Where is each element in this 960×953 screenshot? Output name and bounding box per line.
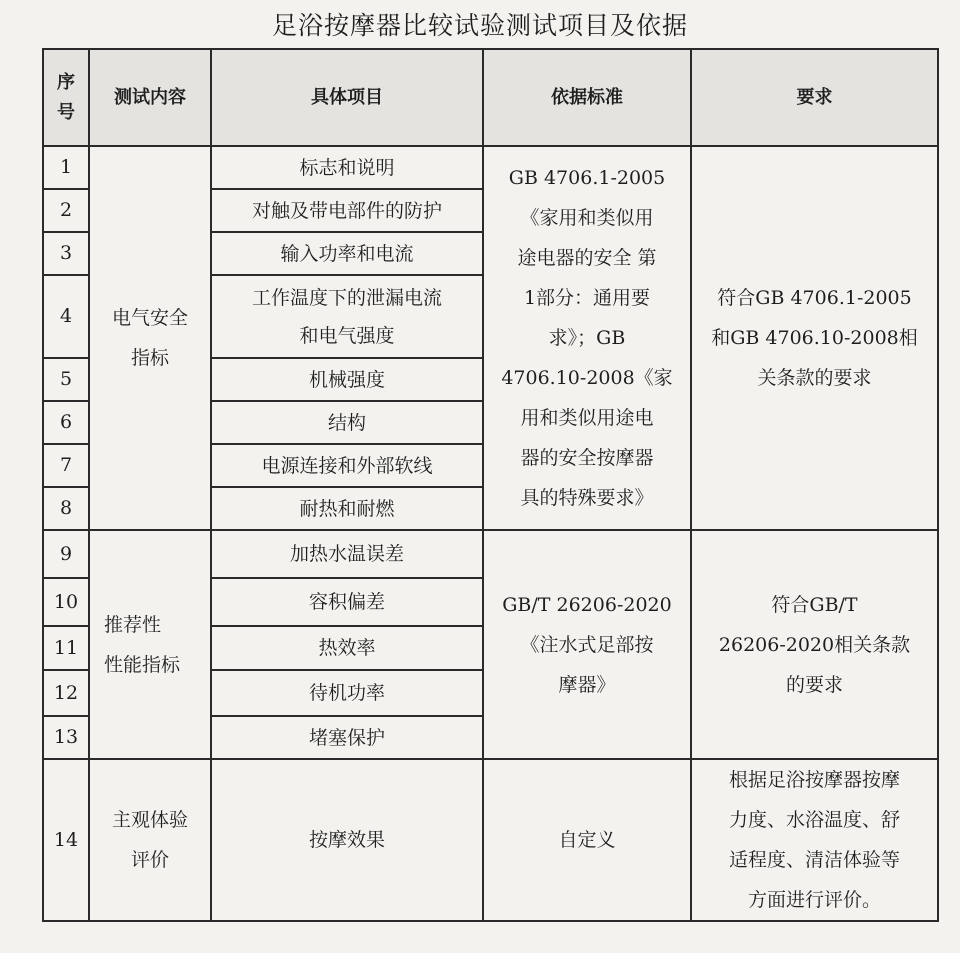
requirement: 符合GB 4706.1-2005 和GB 4706.10-2008相 关条款的要求 xyxy=(691,146,938,530)
row-number: 8 xyxy=(43,487,89,530)
row-number: 2 xyxy=(43,189,89,232)
table-row xyxy=(43,530,938,578)
standard-basis: 自定义 xyxy=(483,759,691,921)
row-number: 10 xyxy=(43,578,89,626)
row-number: 13 xyxy=(43,716,89,759)
test-content: 主观体验 评价 xyxy=(89,759,211,921)
test-item: 按摩效果 xyxy=(211,759,483,921)
row-number: 14 xyxy=(43,759,89,921)
row-number: 5 xyxy=(43,358,89,401)
test-item: 电源连接和外部软线 xyxy=(211,444,483,487)
test-item: 结构 xyxy=(211,401,483,444)
row-number: 3 xyxy=(43,232,89,275)
row-number: 9 xyxy=(43,530,89,578)
test-item: 堵塞保护 xyxy=(211,716,483,759)
row-number: 1 xyxy=(43,146,89,189)
row-number: 12 xyxy=(43,670,89,716)
row-number: 11 xyxy=(43,626,89,670)
row-number: 4 xyxy=(43,275,89,358)
requirement: 根据足浴按摩器按摩 力度、水浴温度、舒 适程度、清洁体验等 方面进行评价。 xyxy=(691,759,938,921)
table-header-row xyxy=(43,49,938,146)
header-standard: 依据标准 xyxy=(483,49,691,146)
test-item: 耐热和耐燃 xyxy=(211,487,483,530)
standard-basis: GB 4706.1-2005 《家用和类似用 途电器的安全 第 1部分：通用要 求》；GB 4706.10-2008《家 用和类似用途电 器的安全按摩器 具的特殊要求》 xyxy=(483,146,691,530)
test-item: 输入功率和电流 xyxy=(211,232,483,275)
test-item: 工作温度下的泄漏电流 和电气强度 xyxy=(211,275,483,358)
requirement: 符合GB/T 26206-2020相关条款 的要求 xyxy=(691,530,938,759)
page-title: 足浴按摩器比较试验测试项目及依据 xyxy=(271,11,688,40)
test-item: 标志和说明 xyxy=(211,146,483,189)
header-content: 测试内容 xyxy=(89,49,211,146)
standard-basis: GB/T 26206-2020 《注水式足部按 摩器》 xyxy=(483,530,691,759)
test-content: 电气安全 指标 xyxy=(89,146,211,530)
test-item: 热效率 xyxy=(211,626,483,670)
test-item: 对触及带电部件的防护 xyxy=(211,189,483,232)
test-items-table xyxy=(42,48,939,922)
header-no: 序 号 xyxy=(43,49,89,146)
row-number: 6 xyxy=(43,401,89,444)
test-item: 加热水温误差 xyxy=(211,530,483,578)
test-content: 推荐性 性能指标 xyxy=(89,530,211,759)
header-item: 具体项目 xyxy=(211,49,483,146)
header-requirement: 要求 xyxy=(691,49,938,146)
test-item: 待机功率 xyxy=(211,670,483,716)
test-item: 机械强度 xyxy=(211,358,483,401)
row-number: 7 xyxy=(43,444,89,487)
test-item: 容积偏差 xyxy=(211,578,483,626)
table-row xyxy=(43,146,938,189)
table-row xyxy=(43,759,938,921)
